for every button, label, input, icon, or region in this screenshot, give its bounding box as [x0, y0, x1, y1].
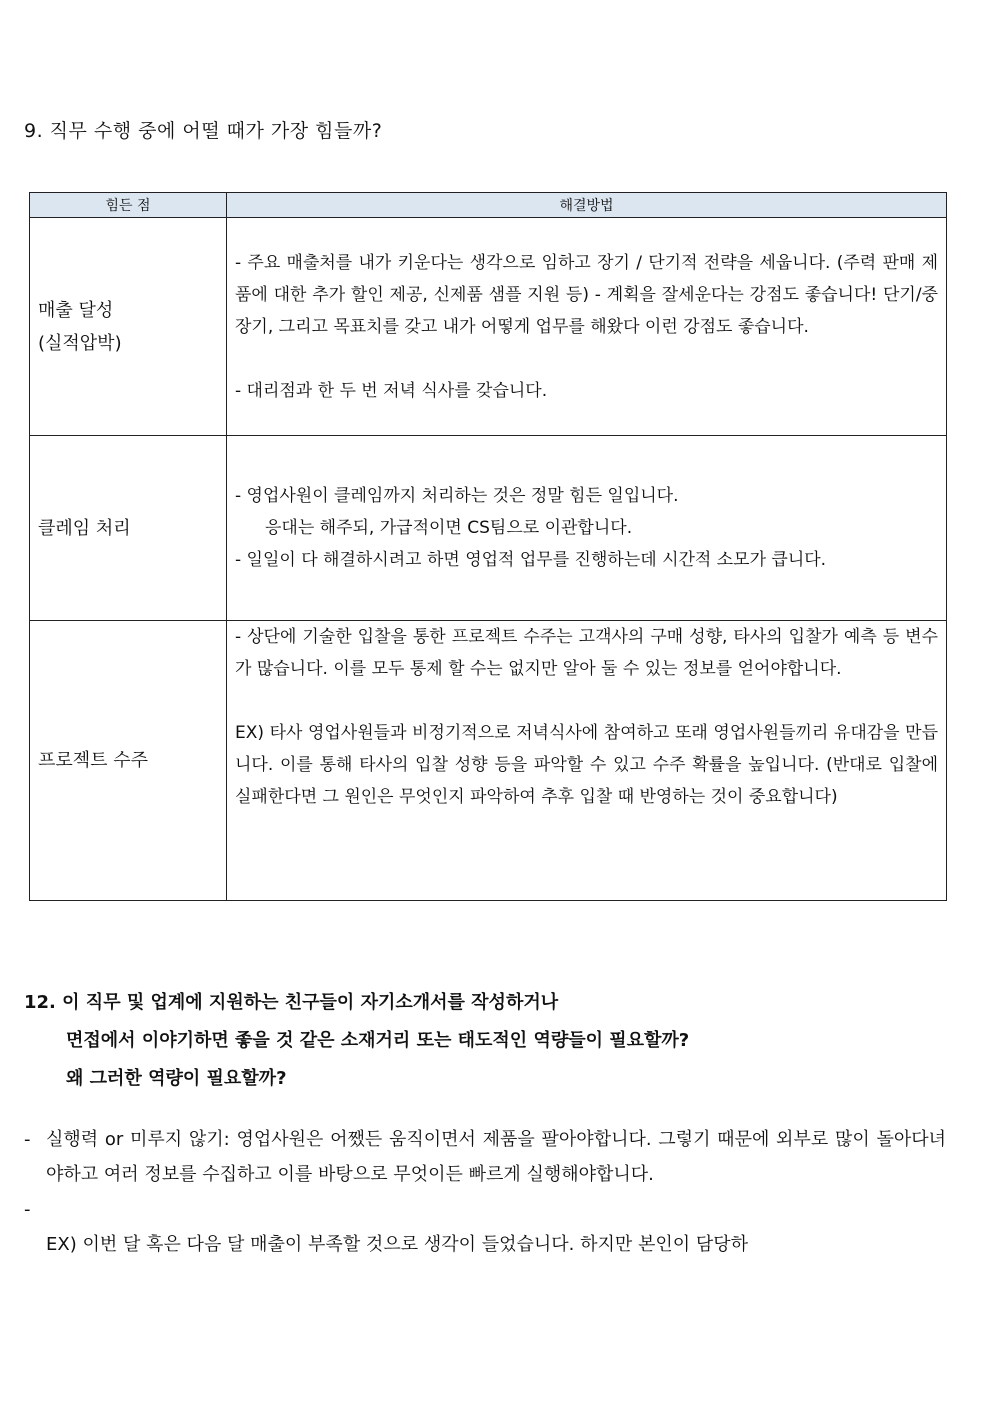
solution-paragraph: - 상단에 기술한 입찰을 통한 프로젝트 수주는 고객사의 구매 성향, 타사의 입찰가 예측 등 변수가 많습니다. 이를 모두 통제 할 수는 없지만 알아 둘 수 있는 정보를 얻어야합니다.: [235, 627, 938, 679]
question-12-line: 12. 이 직무 및 업계에 지원하는 친구들이 자기소개서를 작성하거나: [24, 992, 559, 1013]
table-row: [30, 218, 947, 436]
issue-line: 클레임 처리: [38, 517, 131, 539]
difficulty-table: [29, 192, 947, 901]
header-solution: 해결방법: [227, 193, 947, 218]
issue-line: (실적압박): [38, 332, 122, 354]
bullet-dash: -: [24, 1199, 31, 1220]
issue-cell: [30, 436, 227, 621]
solution-spacer: [235, 685, 938, 717]
solution-paragraph: - 주요 매출처를 내가 키운다는 생각으로 임하고 장기 / 단기적 전략을 세웁니다. (주력 판매 제품에 대한 추가 할인 제공, 신제품 샘플 지원 등) - 계획을 잘세운다는 강점도 좋습니다! 단기/중장기, 그리고 목표치를 갖고 내가 어떻게 업무를 해왔다 이런 강점도 좋습니다.: [235, 252, 938, 337]
list-item: [24, 1192, 946, 1227]
solution-paragraph: EX) 타사 영업사원들과 비정기적으로 저녁식사에 참여하고 또래 영업사원들끼리 유대감을 만듭니다. 이를 통해 타사의 입찰 성향 등을 파악할 수 있고 수주 확률을 높입니다. (반대로 입찰에 실패한다면 그 원인은 무엇인지 파악하여 추후 입찰 때 반영하는 것이 중요합니다): [235, 723, 938, 807]
bullet-dash: -: [24, 1129, 31, 1150]
issue-line: 프로젝트 수주: [38, 750, 149, 771]
solution-cell: [227, 218, 947, 436]
answer-section: [24, 1122, 946, 1262]
question-12-line: 면접에서 이야기하면 좋을 것 같은 소재거리 또는 태도적인 역량들이 필요할까?: [66, 1030, 690, 1051]
answer-text: [46, 1192, 946, 1227]
answer-text: 실행력 or 미루지 않기: 영업사원은 어쨌든 움직이면서 제품을 팔아야합니다. 그렇기 때문에 외부로 많이 돌아다녀야하고 여러 정보를 수집하고 이를 바탕으로 무엇이든 빠르게 실행해야합니다.: [46, 1129, 946, 1185]
solution-paragraph: 응대는 해주되, 가급적이면 CS팀으로 이관합니다.: [265, 518, 633, 538]
issue-cell: [30, 218, 227, 436]
question-9-title: 9. 직무 수행 중에 어떨 때가 가장 힘들까?: [24, 120, 383, 142]
solution-paragraph: - 영업사원이 클레임까지 처리하는 것은 정말 힘든 일입니다.: [235, 486, 679, 506]
table-row: [30, 621, 947, 901]
question-12-line: 왜 그러한 역량이 필요할까?: [66, 1068, 287, 1089]
table-row: [30, 436, 947, 621]
list-item: [24, 1122, 946, 1192]
question-12-title: [24, 984, 954, 1098]
solution-paragraph: - 대리점과 한 두 번 저녁 식사를 갖습니다.: [235, 380, 548, 401]
issue-line: 매출 달성: [38, 299, 114, 321]
solution-cell: [227, 621, 947, 901]
table-header-row: [30, 193, 947, 218]
issue-cell: [30, 621, 227, 901]
solution-cell: [227, 436, 947, 621]
solution-paragraph: - 일일이 다 해결하시려고 하면 영업적 업무를 진행하는데 시간적 소모가 큽니다.: [235, 550, 827, 570]
example-text: EX) 이번 달 혹은 다음 달 매출이 부족할 것으로 생각이 들었습니다. 하지만 본인이 담당하: [46, 1234, 749, 1255]
header-difficulty: 힘든 점: [30, 193, 227, 218]
solution-spacer: [235, 343, 938, 375]
